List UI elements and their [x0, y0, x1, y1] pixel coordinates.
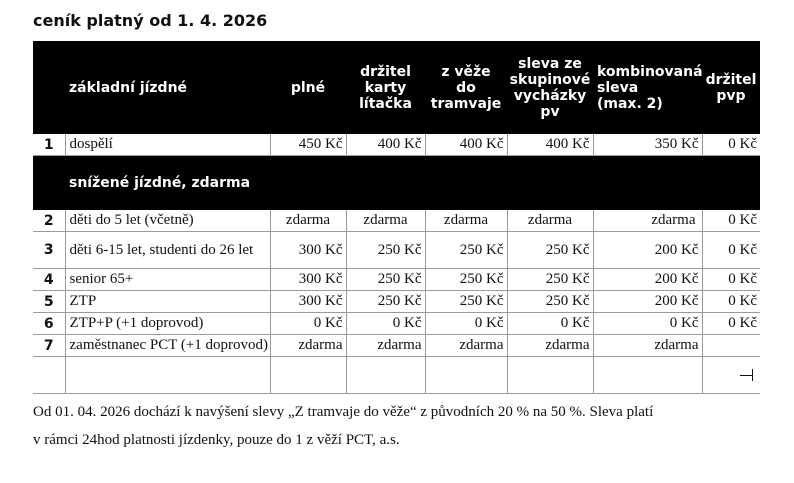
price-cell: 0 Kč — [702, 313, 760, 335]
table-row — [33, 313, 760, 335]
price-cell — [702, 335, 760, 357]
price-cell: 200 Kč — [593, 291, 702, 313]
price-cell: 250 Kč — [507, 291, 593, 313]
price-cell: 300 Kč — [270, 269, 346, 291]
row-label: senior 65+ — [65, 269, 270, 291]
section-num-cell — [33, 156, 65, 211]
column-header-combined: kombinovaná sleva (max. 2) — [593, 41, 702, 134]
column-header-pvp: držitel pvp — [702, 41, 760, 134]
column-header-tram: z věže do tramvaje — [425, 41, 507, 134]
page-title: ceník platný od 1. 4. 2026 — [33, 11, 268, 30]
price-cell — [270, 357, 346, 394]
table-row — [33, 232, 760, 269]
price-cell: zdarma — [593, 210, 702, 232]
column-header-litacka: držitel karty lítačka — [346, 41, 425, 134]
price-cell: 0 Kč — [507, 313, 593, 335]
header-num-cell — [33, 41, 65, 134]
table-row — [33, 335, 760, 357]
price-cell: 0 Kč — [593, 313, 702, 335]
price-cell: 400 Kč — [507, 134, 593, 156]
price-cell: 0 Kč — [702, 232, 760, 269]
table-row — [33, 357, 760, 394]
row-label: ZTP+P (+1 doprovod) — [65, 313, 270, 335]
table-header-row — [33, 41, 760, 134]
price-cell: 350 Kč — [593, 134, 702, 156]
price-cell: 0 Kč — [702, 291, 760, 313]
price-cell — [346, 357, 425, 394]
price-cell: 450 Kč — [270, 134, 346, 156]
section-label-reduced: snížené jízdné, zdarma — [65, 156, 760, 211]
price-cell: 250 Kč — [346, 291, 425, 313]
price-cell: 300 Kč — [270, 291, 346, 313]
price-cell — [425, 357, 507, 394]
footnote — [33, 398, 773, 454]
price-cell: 200 Kč — [593, 232, 702, 269]
price-cell: 0 Kč — [702, 134, 760, 156]
price-cell: 0 Kč — [270, 313, 346, 335]
row-label: děti 6-15 let, studenti do 26 let — [65, 232, 270, 269]
table-row — [33, 269, 760, 291]
row-number: 5 — [33, 291, 65, 313]
price-cell: 250 Kč — [507, 269, 593, 291]
price-cell — [593, 357, 702, 394]
price-cell: 400 Kč — [346, 134, 425, 156]
not-applicable-icon — [740, 369, 754, 381]
price-cell: zdarma — [593, 335, 702, 357]
column-header-full: plné — [270, 41, 346, 134]
price-cell: zdarma — [270, 210, 346, 232]
price-cell: 0 Kč — [346, 313, 425, 335]
row-number: 6 — [33, 313, 65, 335]
table-row — [33, 210, 760, 232]
price-cell: 300 Kč — [270, 232, 346, 269]
row-number: 3 — [33, 232, 65, 269]
price-cell: 400 Kč — [425, 134, 507, 156]
column-header-group: sleva ze skupinové vycházky pv — [507, 41, 593, 134]
footnote-line-2: v rámci 24hod platnosti jízdenky, pouze do 1 z věží PCT, a.s. — [33, 432, 400, 448]
row-number — [33, 357, 65, 394]
row-number: 1 — [33, 134, 65, 156]
price-cell: 0 Kč — [702, 269, 760, 291]
price-cell: 250 Kč — [507, 232, 593, 269]
price-cell — [507, 357, 593, 394]
price-cell: zdarma — [425, 210, 507, 232]
row-label: děti do 5 let (včetně) — [65, 210, 270, 232]
price-table — [33, 41, 760, 394]
row-label: ZTP — [65, 291, 270, 313]
price-cell: 250 Kč — [346, 269, 425, 291]
footnote-line-1: Od 01. 04. 2026 dochází k navýšení slevy „Z tramvaje do věže“ z původních 20 % na 50 %. Sleva platí — [33, 404, 654, 420]
price-cell: 250 Kč — [346, 232, 425, 269]
row-label: dospělí — [65, 134, 270, 156]
price-cell: 0 Kč — [702, 210, 760, 232]
section-header-row — [33, 156, 760, 211]
table-row — [33, 134, 760, 156]
price-cell: zdarma — [507, 335, 593, 357]
price-cell: zdarma — [425, 335, 507, 357]
price-cell: zdarma — [270, 335, 346, 357]
row-number: 2 — [33, 210, 65, 232]
row-label — [65, 357, 270, 394]
price-cell — [702, 357, 760, 394]
price-cell: zdarma — [346, 335, 425, 357]
price-cell: 250 Kč — [425, 269, 507, 291]
price-cell: 200 Kč — [593, 269, 702, 291]
price-cell: 250 Kč — [425, 232, 507, 269]
row-number: 7 — [33, 335, 65, 357]
price-cell: zdarma — [507, 210, 593, 232]
row-number: 4 — [33, 269, 65, 291]
table-row — [33, 291, 760, 313]
price-cell: 0 Kč — [425, 313, 507, 335]
row-label: zaměstnanec PCT (+1 doprovod) — [65, 335, 270, 357]
section-label-basic: základní jízdné — [65, 41, 270, 134]
price-cell: 250 Kč — [425, 291, 507, 313]
price-cell: zdarma — [346, 210, 425, 232]
